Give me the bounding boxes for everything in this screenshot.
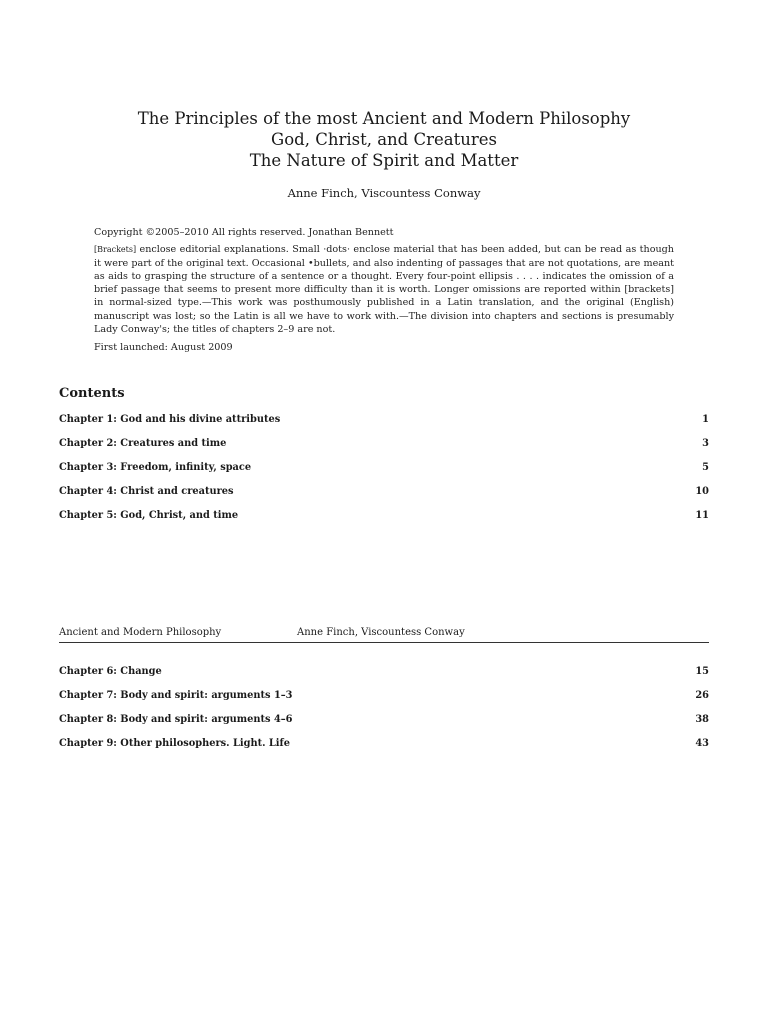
toc-entry[interactable] — [59, 486, 709, 510]
toc-entry-title: Chapter 1: God and his divine attributes — [59, 414, 281, 425]
copyright-line: Copyright ©2005–2010 All rights reserved. Jonathan Bennett — [94, 227, 394, 238]
running-header — [59, 627, 709, 643]
author-name: Anne Finch, Viscountess Conway — [287, 186, 481, 200]
toc-entry[interactable] — [59, 438, 709, 462]
toc-entry[interactable] — [59, 690, 709, 714]
toc-entry[interactable] — [59, 462, 709, 486]
toc-entry-page: 11 — [695, 510, 709, 521]
toc-entry[interactable] — [59, 510, 709, 534]
toc-entry-title: Chapter 5: God, Christ, and time — [59, 510, 239, 521]
title-line-2: God, Christ, and Creatures — [271, 130, 497, 149]
title-line-3: The Nature of Spirit and Matter — [249, 151, 519, 170]
first-launched: First launched: August 2009 — [94, 342, 233, 354]
toc-entry-title: Chapter 2: Creatures and time — [59, 438, 227, 449]
toc-entry[interactable] — [59, 666, 709, 690]
toc-entry-title: Chapter 7: Body and spirit: arguments 1–3 — [59, 690, 293, 701]
toc-entry-page: 5 — [702, 462, 709, 473]
editorial-notice — [94, 226, 674, 355]
toc-entry[interactable] — [59, 414, 709, 438]
title-block — [0, 108, 768, 171]
toc-entry-page: 43 — [695, 738, 709, 749]
toc-entry[interactable] — [59, 714, 709, 738]
toc-entry-title: Chapter 8: Body and spirit: arguments 4–6 — [59, 714, 293, 725]
title-line-1: The Principles of the most Ancient and Modern Philosophy — [137, 109, 631, 128]
table-of-contents-continued — [59, 666, 709, 762]
toc-entry-title: Chapter 3: Freedom, infinity, space — [59, 462, 252, 473]
editorial-explanation — [94, 243, 674, 336]
toc-entry-page: 15 — [695, 666, 709, 677]
contents-heading: Contents — [59, 386, 125, 401]
toc-entry-title: Chapter 6: Change — [59, 666, 162, 677]
brackets-label: [Brackets] — [94, 245, 137, 255]
toc-entry-page: 26 — [695, 690, 709, 701]
toc-entry-page: 1 — [702, 414, 709, 425]
toc-entry-page: 3 — [702, 438, 709, 449]
table-of-contents — [59, 414, 709, 534]
toc-entry-page: 10 — [695, 486, 709, 497]
toc-entry-title: Chapter 9: Other philosophers. Light. Life — [59, 738, 290, 749]
explanation-text: enclose editorial explanations. Small ·dots· enclose material that has been added, but can be read as though it were part of the original text. Occasional •bullets, and also indenting of passages that are not quotations, are meant as aids to grasping the structure of a sentence or a thought. Every four-point ellipsis . . . . indicates the omission of a brief passage that seems to present more difficulty than it is worth. Longer omissions are reported within [brackets] in normal-sized type.—This work was posthumously published in a Latin translation, and the original (English) manuscript was lost; so the Latin is all we have to work with.—The division into chapters and sections is presumably Lady Conway's; the titles of chapters 2–9 are not. — [94, 244, 674, 336]
toc-entry-title: Chapter 4: Christ and creatures — [59, 486, 234, 497]
running-header-author: Anne Finch, Viscountess Conway — [297, 627, 465, 638]
running-header-title: Ancient and Modern Philosophy — [59, 627, 222, 638]
toc-entry[interactable] — [59, 738, 709, 762]
toc-entry-page: 38 — [695, 714, 709, 725]
